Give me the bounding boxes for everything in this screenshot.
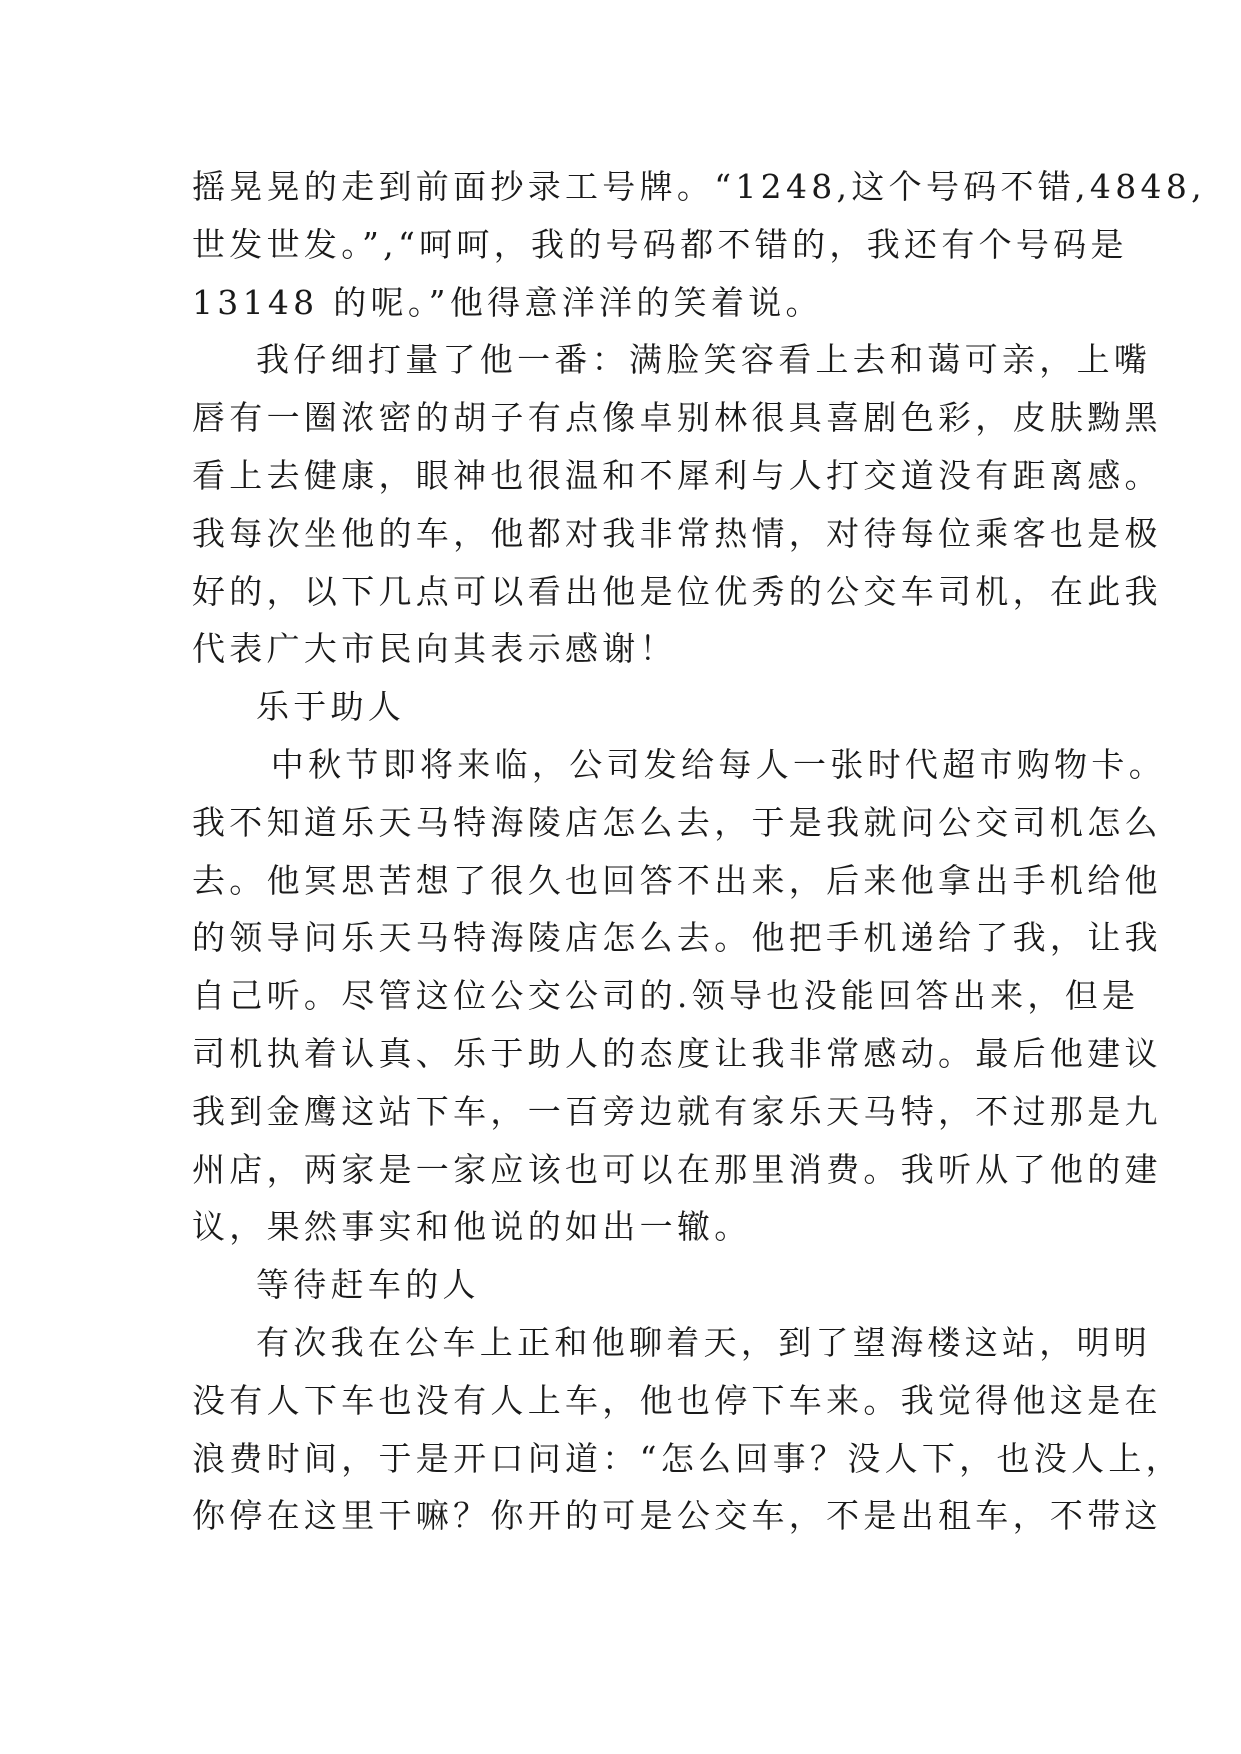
text-line: 等待赶车的人 — [256, 1265, 480, 1305]
text-line: 我到金鹰这站下车，一百旁边就有家乐天马特，不过那是九 — [192, 1091, 1162, 1131]
text-line: 唇有一圈浓密的胡子有点像卓别林很具喜剧色彩，皮肤黝黑 — [192, 398, 1162, 438]
text-line: 去。他冥思苦想了很久也回答不出来，后来他拿出手机给他 — [192, 860, 1162, 900]
text-line: 有次我在公车上正和他聊着天，到了望海楼这站，明明 — [256, 1322, 1152, 1362]
text-line: 摇晃晃的走到前面抄录工号牌。“1248,这个号码不错,4848, — [192, 167, 1206, 206]
text-line: 我每次坐他的车，他都对我非常热情，对待每位乘客也是极 — [192, 513, 1162, 553]
text-line: 浪费时间，于是开口问道：“怎么回事？没人下，也没人上， — [192, 1438, 1183, 1478]
text-line: 州店，两家是一家应该也可以在那里消费。我听从了他的建 — [192, 1149, 1162, 1189]
text-line: 我仔细打量了他一番：满脸笑容看上去和蔼可亲，上嘴 — [256, 340, 1152, 380]
document-body — [192, 158, 1206, 1545]
text-line: 代表广大市民向其表示感谢！ — [192, 629, 677, 669]
text-line: 你停在这里干嘛？你开的可是公交车，不是出租车，不带这 — [192, 1496, 1162, 1536]
text-line: 我不知道乐天马特海陵店怎么去，于是我就问公交司机怎么 — [192, 802, 1162, 842]
text-line: 的领导问乐天马特海陵店怎么去。他把手机递给了我，让我 — [192, 918, 1162, 958]
text-line: 议，果然事实和他说的如出一辙。 — [192, 1207, 752, 1247]
text-line: 乐于助人 — [256, 687, 406, 727]
text-line: 自己听。尽管这位公交公司的.领导也没能回答出来，但是 — [192, 976, 1140, 1016]
text-line: 好的，以下几点可以看出他是位优秀的公交车司机，在此我 — [192, 571, 1162, 611]
text-line: 中秋节即将来临，公司发给每人一张时代超市购物卡。 — [256, 744, 1166, 784]
text-line: 13148 的呢。”他得意洋洋的笑着说。 — [192, 282, 823, 322]
text-line: 世发世发。”,“呵呵，我的号码都不错的，我还有个号码是 — [192, 224, 1128, 264]
text-line: 看上去健康，眼神也很温和不犀利与人打交道没有距离感。 — [192, 455, 1162, 495]
text-line: 司机执着认真、乐于助人的态度让我非常感动。最后他建议 — [192, 1033, 1162, 1073]
text-line: 没有人下车也没有人上车，他也停下车来。我觉得他这是在 — [192, 1380, 1162, 1420]
